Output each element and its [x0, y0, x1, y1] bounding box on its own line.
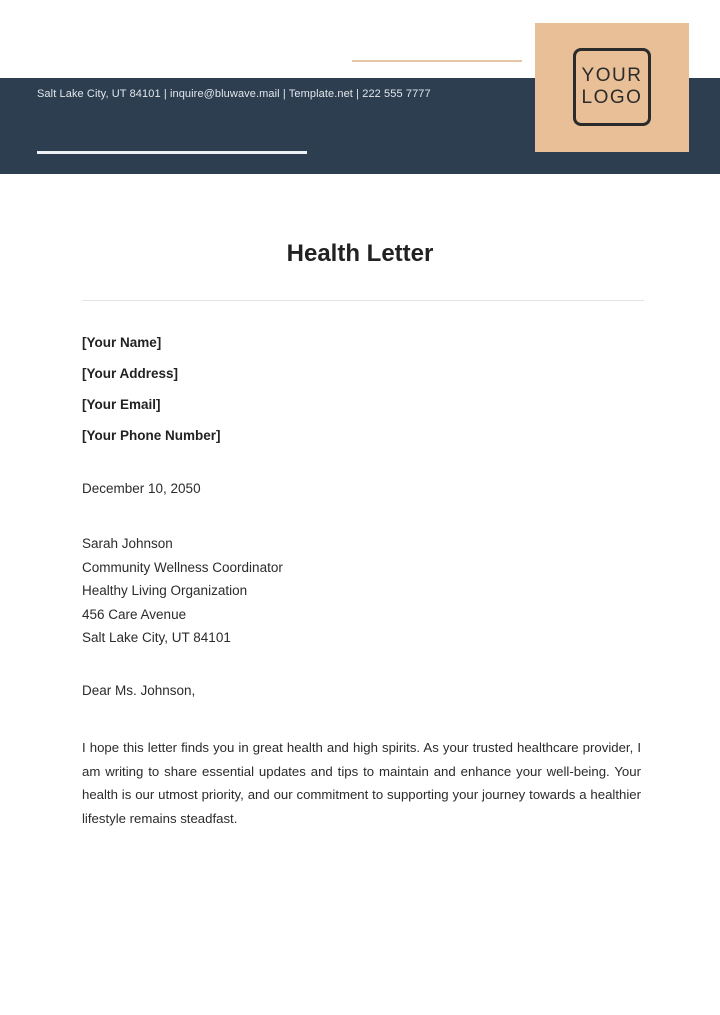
body-paragraph: I hope this letter finds you in great health and high spirits. As your trusted healthcare provider, I am writing to share essential updates and tips to maintain and enhance your well-being. Your health is our utmost priority, and our commitment to supporting your journey towards a healthier lifestyle remains steadfast. — [82, 740, 641, 826]
logo-placeholder — [573, 48, 651, 126]
sender-email: [Your Email] — [82, 397, 161, 412]
recipient-role: Community Wellness Coordinator — [82, 559, 283, 575]
logo-box — [535, 23, 689, 152]
logo-text-line-1: YOUR — [581, 65, 643, 86]
logo-text-line-2: LOGO — [581, 87, 643, 108]
recipient-name: Sarah Johnson — [82, 536, 173, 551]
sender-phone: [Your Phone Number] — [82, 428, 221, 443]
document-title: Health Letter — [286, 240, 434, 267]
header-accent-line — [352, 60, 522, 62]
recipient-street: 456 Care Avenue — [82, 606, 187, 622]
sender-block — [82, 334, 221, 458]
recipient-organization: Healthy Living Organization — [82, 583, 248, 598]
header-divider-line — [37, 151, 307, 154]
sender-name: [Your Name] — [82, 335, 162, 350]
recipient-block — [82, 535, 283, 653]
header-contact-line: Salt Lake City, UT 84101 | inquire@bluwave.mail | Template.net | 222 555 7777 — [37, 88, 431, 100]
letter-date: December 10, 2050 — [82, 481, 201, 496]
sender-address: [Your Address] — [82, 366, 179, 381]
recipient-city: Salt Lake City, UT 84101 — [82, 630, 231, 645]
title-divider — [82, 300, 644, 301]
salutation: Dear Ms. Johnson, — [82, 683, 196, 698]
